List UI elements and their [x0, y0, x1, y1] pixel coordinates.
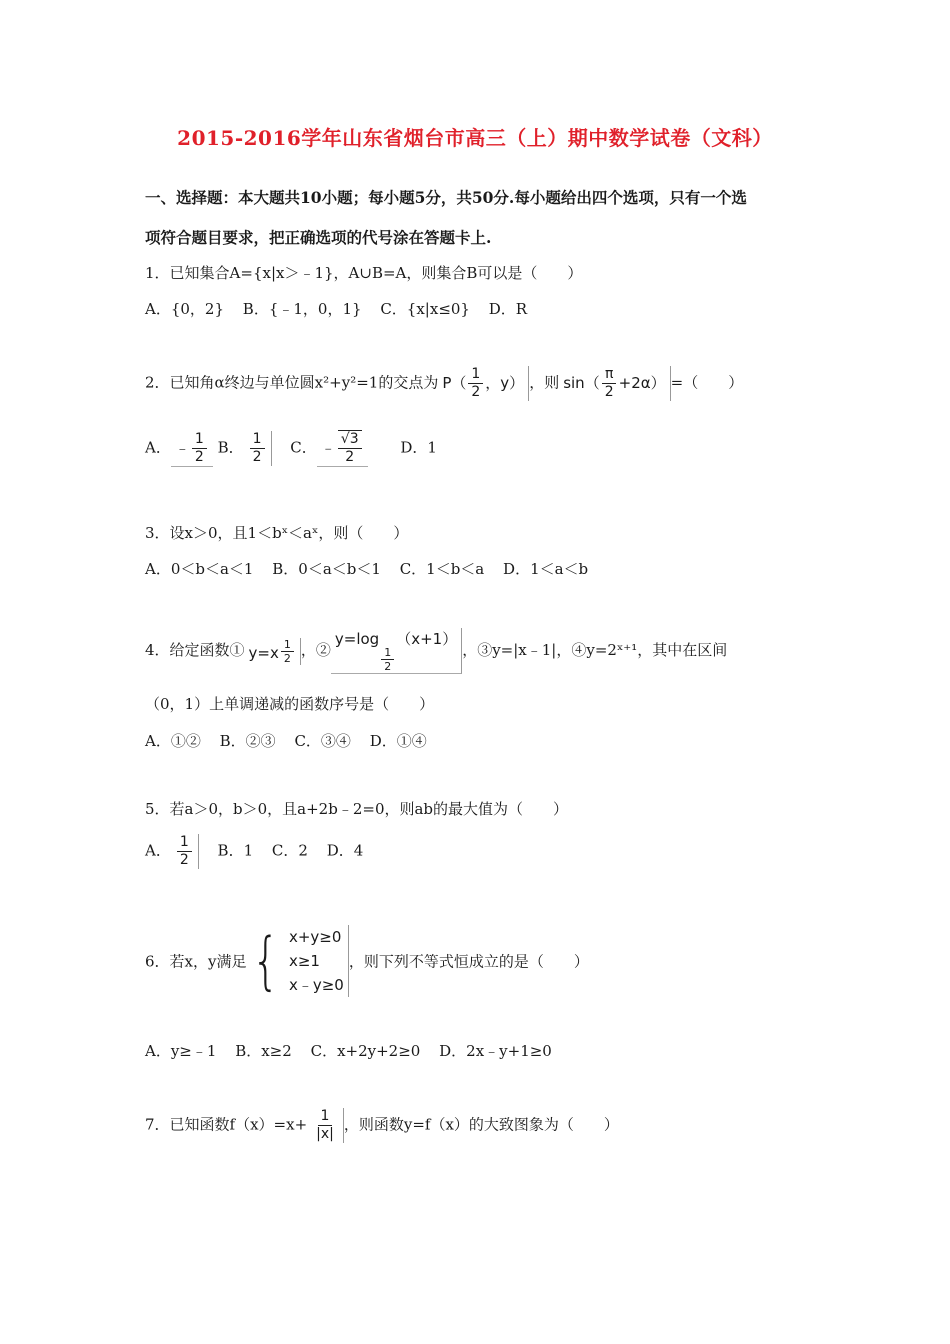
q7-den: |x|: [316, 1126, 334, 1142]
q2-option-b-fraction: [250, 431, 265, 466]
question-1-stem: 1．已知集合A={x|x＞﹣1}，A∪B=A，则集合B可以是（ ）: [145, 264, 583, 282]
q2-point-formula: [438, 366, 529, 401]
question-2-options: [145, 430, 437, 467]
q6-option-b: B．x≥2: [235, 1042, 292, 1060]
q2-sin-formula: [559, 366, 670, 401]
q4-option-a: A．①②: [145, 732, 201, 750]
q6-brace: {: [252, 924, 281, 997]
q5-option-b: B．1: [217, 841, 254, 860]
q7-fraction: [313, 1108, 337, 1143]
question-2-stem: [145, 366, 743, 401]
q3-option-a: A．0＜b＜a＜1: [145, 560, 254, 578]
q5-option-a-fraction: [177, 834, 192, 869]
q2-plus-2alpha: +2α）: [618, 374, 666, 392]
q5-a-den: 2: [179, 852, 189, 868]
q7-text-post: ，则函数y=f（x）的大致图象为（ ）: [343, 1115, 619, 1134]
q2-option-a-formula: [171, 431, 213, 467]
q2-option-c-formula: [317, 430, 368, 467]
q4-text-post: ，③y=|x﹣1|，④y=2ˣ⁺¹，其中在区间: [462, 641, 728, 659]
q6-option-a: A．y≥﹣1: [145, 1042, 217, 1060]
q5-option-a-formula: [171, 834, 199, 869]
q1-option-d: D．R: [488, 300, 528, 318]
q2-sin: sin（: [563, 374, 600, 392]
q4-text-pre: 4．给定函数①: [145, 641, 245, 659]
q6-option-c: C．x+2y+2≥0: [310, 1042, 421, 1060]
q2-c-den: 2: [345, 449, 355, 465]
q6-line-1: x+y≥0: [288, 928, 342, 946]
q6-text-pre: 6．若x，y满足: [145, 952, 247, 971]
q2-point-den: 2: [471, 384, 481, 400]
q2-option-c-fraction: [338, 430, 362, 466]
q7-num: 1: [318, 1108, 333, 1126]
q5-a-num: 1: [177, 834, 192, 852]
q1-option-b: B．{﹣1，0，1}: [242, 300, 362, 318]
q6-text-post: ，则下列不等式恒成立的是（ ）: [348, 952, 589, 971]
question-4-stem-line2: （0，1）上单调递减的函数序号是（ ）: [145, 695, 435, 713]
q4-f2-base-num: 1: [381, 646, 394, 660]
q6-line-3: x﹣y≥0: [288, 976, 344, 994]
q4-option-c: C．③④: [294, 732, 351, 750]
page-title: 2015-2016学年山东省烟台市高三（上）期中数学试卷（文科）: [177, 126, 773, 150]
question-1-options: [145, 298, 527, 319]
question-5-stem: 5．若a＞0，b＞0，且a+2b﹣2=0，则ab的最大值为（ ）: [145, 800, 569, 818]
question-3-options: [145, 558, 588, 579]
section-heading-line2: 项符合题目要求，把正确选项的代号涂在答题卡上.: [145, 228, 492, 247]
question-7-stem: [145, 1108, 619, 1143]
q4-f1-exponent: [281, 638, 294, 665]
q2-pi: π: [602, 366, 616, 384]
q2-point-fraction: [468, 366, 483, 401]
q2-point-p: P（: [442, 374, 467, 392]
q2-pi-den: 2: [604, 384, 614, 400]
q4-text-sep1: ，②: [300, 641, 331, 659]
q2-option-a-label: A．: [145, 438, 171, 457]
q2-point-num: 1: [468, 366, 483, 384]
q2-a-den: 2: [194, 448, 204, 465]
q4-function-1: [245, 638, 301, 665]
q4-f2-log: y=log: [334, 630, 380, 648]
q2-text-post: =（ ）: [670, 373, 744, 392]
q2-point-y: ，y）: [485, 374, 525, 392]
section-heading-line1: 一、选择题：本大题共10小题；每小题5分，共50分.每小题给出四个选项，只有一个选: [145, 188, 747, 207]
q4-f1-base: y=x: [248, 643, 279, 662]
question-4-options: [145, 730, 427, 751]
question-5-options: [145, 834, 363, 869]
q6-option-d: D．2x﹣y+1≥0: [439, 1042, 552, 1060]
q2-a-num: 1: [192, 431, 207, 449]
q2-option-a-fraction: [192, 431, 207, 466]
q2-b-den: 2: [252, 449, 262, 465]
q7-text-pre: 7．已知函数f（x）=x+: [145, 1115, 308, 1134]
q4-f2-base-den: 2: [384, 660, 392, 673]
q1-option-c: C．{x|x≤0}: [380, 300, 470, 318]
q1-option-a: A．{0，2}: [145, 300, 225, 318]
question-6-options: [145, 1040, 552, 1061]
question-4-stem: [145, 628, 727, 674]
q6-line-2: x≥1: [288, 952, 320, 970]
q2-option-c-sign: ﹣: [320, 438, 336, 457]
q2-text-mid: ，则: [529, 373, 560, 392]
question-3-stem: 3．设x＞0，且1＜bˣ＜aˣ，则（ ）: [145, 524, 409, 542]
q4-f2-base: [381, 646, 394, 673]
q2-b-num: 1: [250, 431, 265, 449]
q2-c-num: √3: [338, 430, 362, 449]
q4-f1-exp-num: 1: [281, 638, 294, 652]
q2-option-b-formula: [244, 431, 272, 466]
q3-option-d: D．1＜a＜b: [503, 560, 589, 578]
q4-f1-exp-den: 2: [283, 651, 291, 665]
q2-option-b-label: B．: [217, 438, 244, 457]
q2-text-pre: 2．已知角α终边与单位圆x²+y²=1的交点为: [145, 373, 439, 392]
question-6-stem: [145, 925, 589, 997]
q5-option-d: D．4: [326, 841, 364, 860]
q2-pi-fraction: [602, 366, 617, 401]
q3-option-b: B．0＜a＜b＜1: [272, 560, 381, 578]
q5-option-a-label: A．: [145, 841, 171, 860]
q4-option-b: B．②③: [219, 732, 276, 750]
q2-option-d: D．1: [400, 438, 437, 457]
q4-function-2: [331, 628, 462, 674]
q3-option-c: C．1＜b＜a: [399, 560, 485, 578]
q4-f2-arg: （x+1）: [396, 630, 458, 648]
q2-option-a-sign: ﹣: [174, 438, 190, 457]
q5-option-c: C．2: [271, 841, 308, 860]
q6-inequality-system: [246, 925, 348, 997]
q2-option-c-label: C．: [290, 438, 317, 457]
q7-fraction-formula: [307, 1108, 344, 1143]
q4-option-d: D．①④: [369, 732, 427, 750]
